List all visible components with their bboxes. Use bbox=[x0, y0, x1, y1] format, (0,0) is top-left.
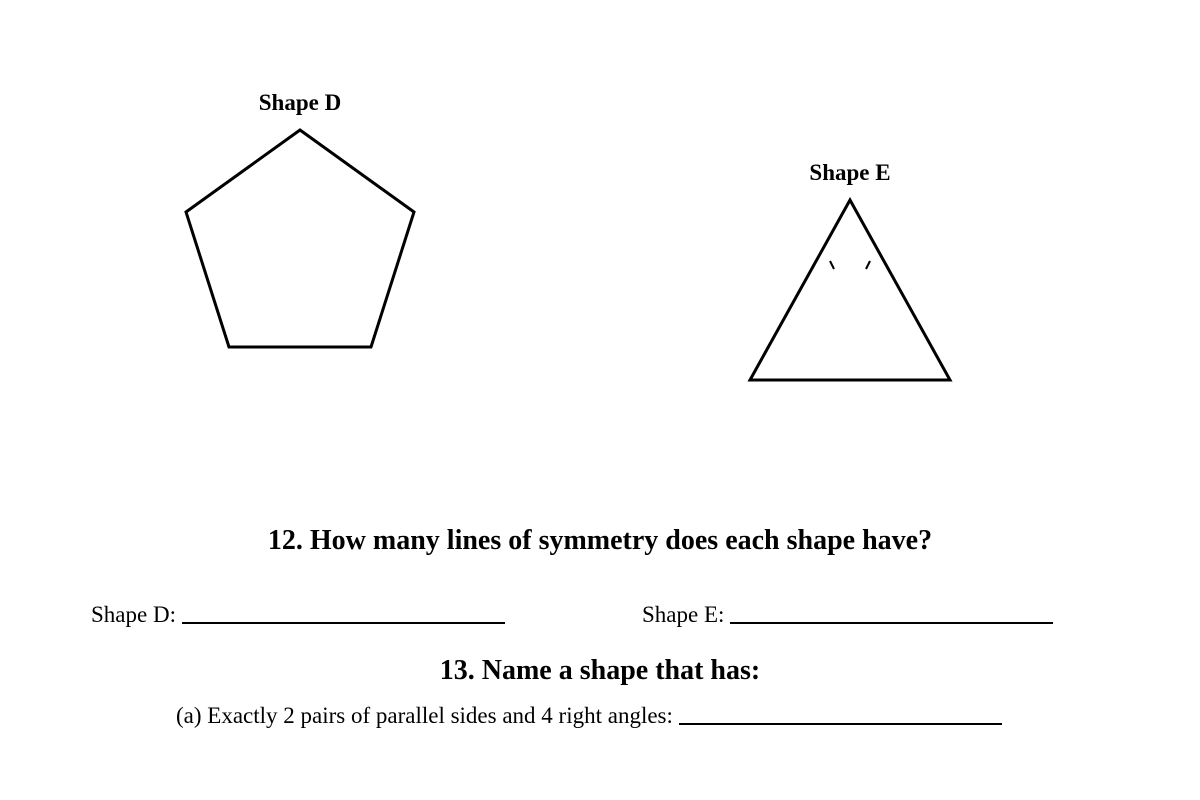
answer-shape-d bbox=[91, 600, 505, 626]
answer-shape-d-blank[interactable] bbox=[182, 602, 505, 624]
question-13-heading: 13. Name a shape that has: bbox=[439, 655, 761, 686]
question-12-heading: 12. How many lines of symmetry does each shape have? bbox=[267, 525, 933, 556]
shape-e-tick-mark-left bbox=[830, 261, 834, 269]
answer-shape-d-prompt: Shape D: bbox=[91, 602, 176, 627]
shape-e-label: Shape E bbox=[809, 160, 891, 185]
answer-shape-e bbox=[642, 600, 1053, 626]
shape-d-pentagon bbox=[180, 124, 420, 354]
answer-13a-blank[interactable] bbox=[679, 703, 1002, 725]
shape-e-triangle bbox=[745, 195, 955, 385]
shape-d-label: Shape D bbox=[258, 90, 342, 115]
answer-13a-prompt: (a) Exactly 2 pairs of parallel sides and 4 right angles: bbox=[176, 703, 673, 728]
answer-shape-e-blank[interactable] bbox=[730, 602, 1053, 624]
answer-13a bbox=[176, 701, 1002, 727]
shape-e-tick-mark-right bbox=[866, 261, 870, 269]
answer-shape-e-prompt: Shape E: bbox=[642, 602, 725, 627]
